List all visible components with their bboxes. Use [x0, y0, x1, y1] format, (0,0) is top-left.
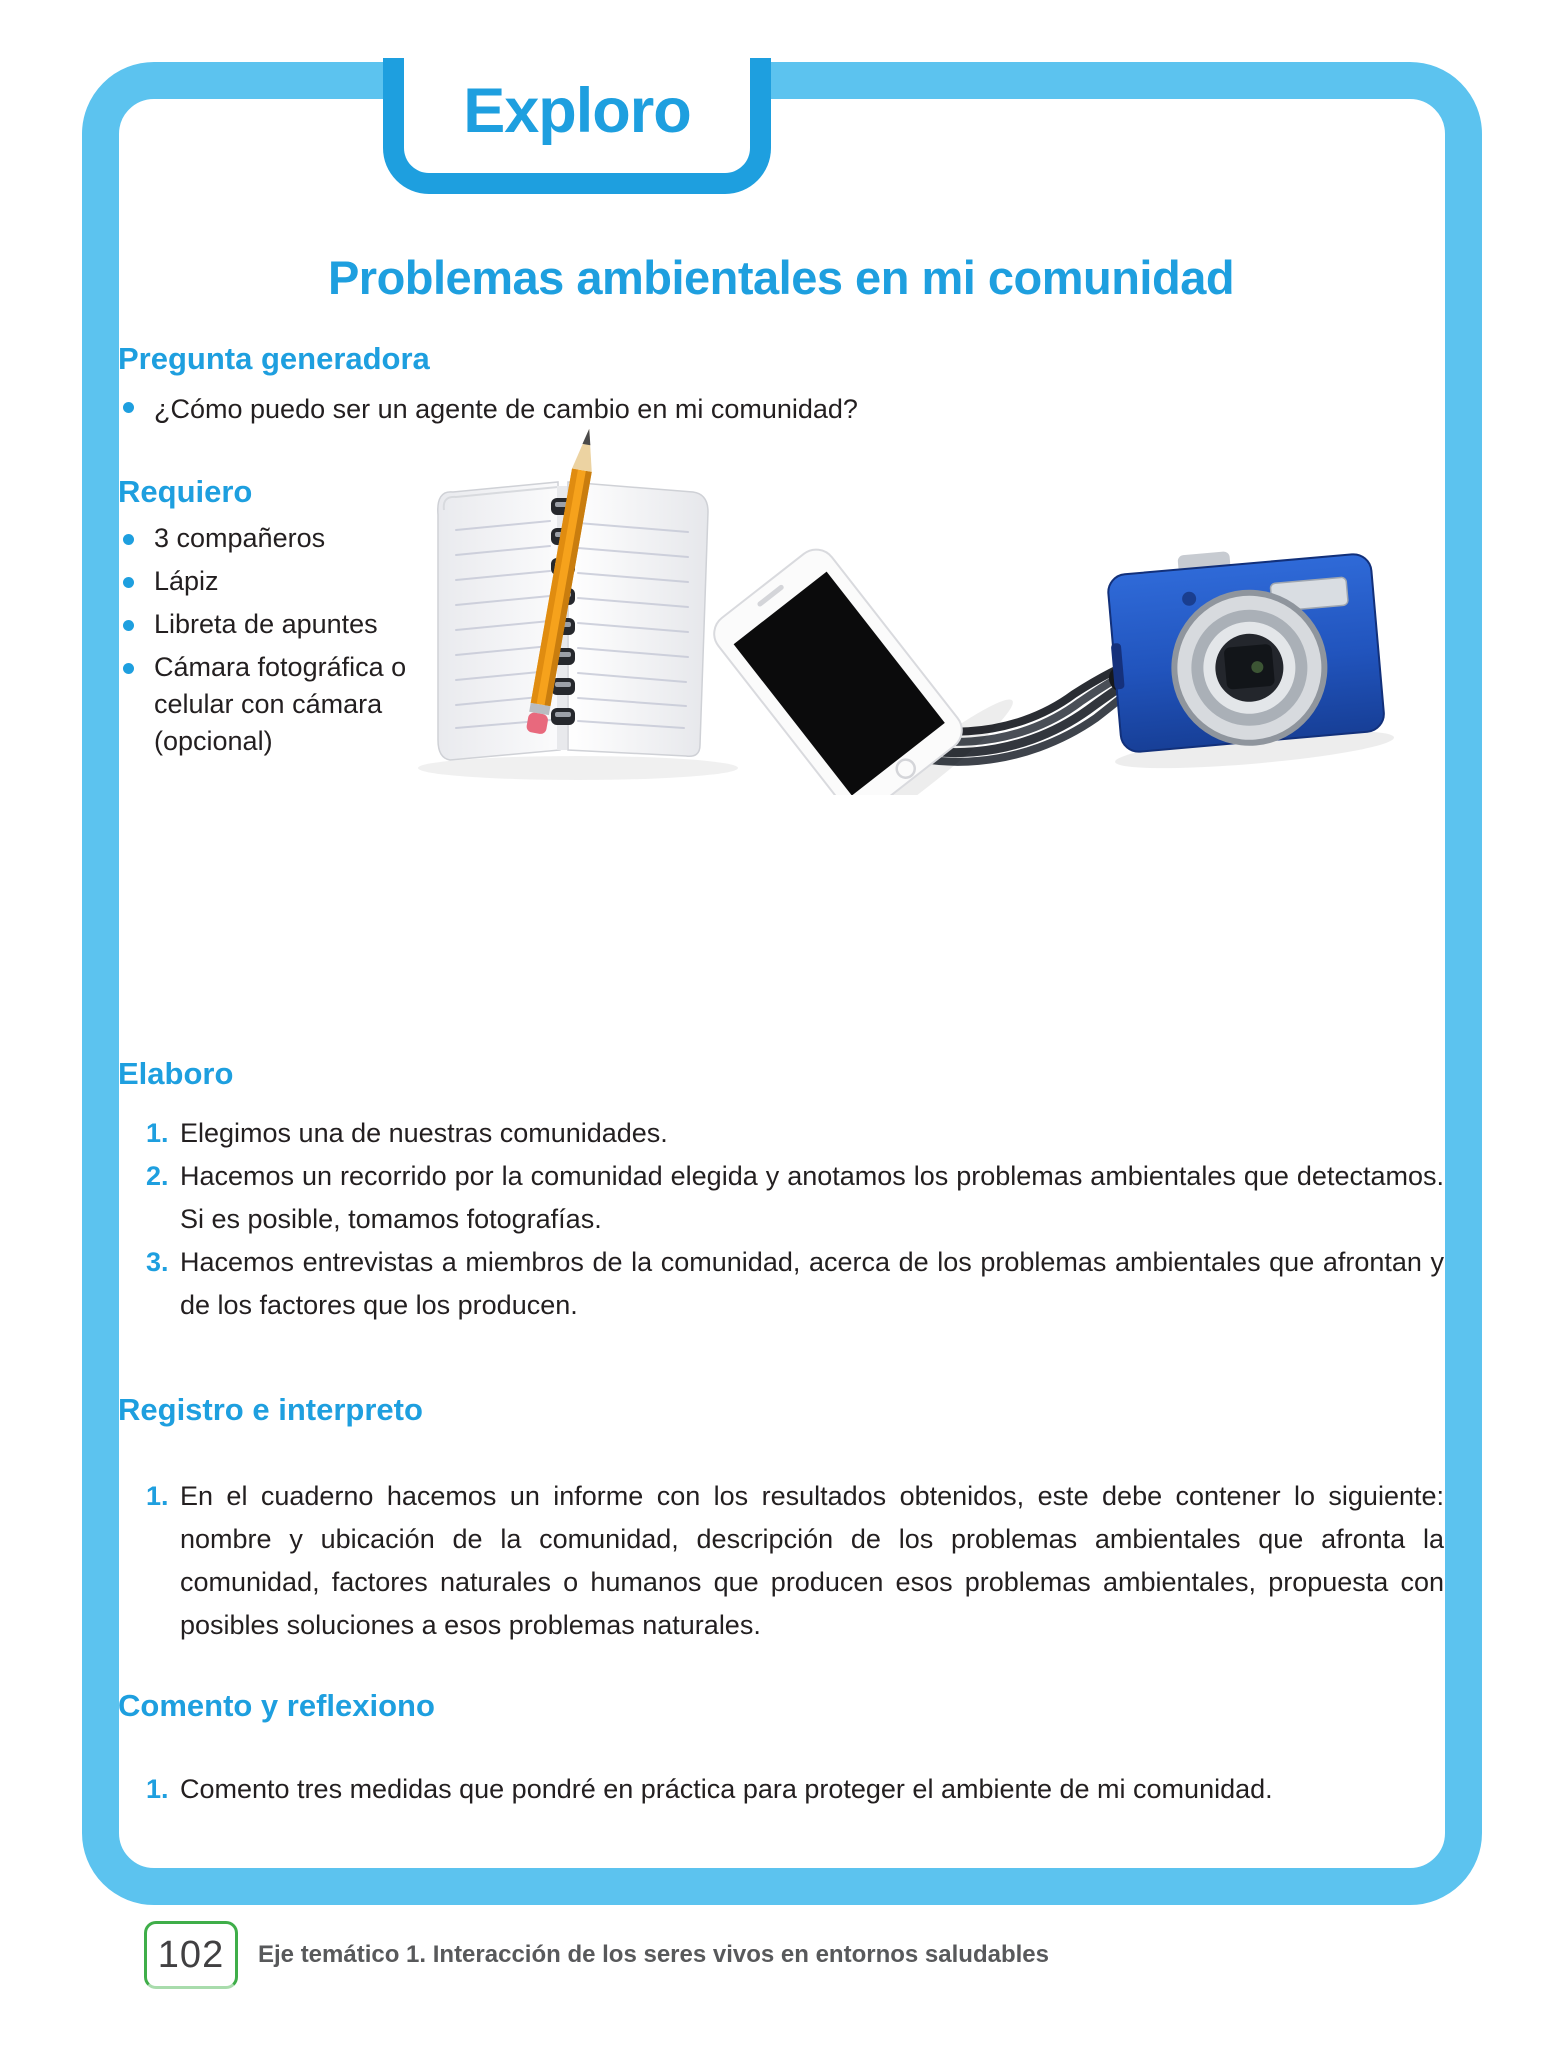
list-item — [146, 1155, 1444, 1241]
bullet-dot-icon — [123, 620, 134, 631]
list-item-text: Libreta de apuntes — [154, 609, 378, 639]
item-text: Hacemos entrevistas a miembros de la comunidad, acerca de los problemas ambientales que afrontan y de los factores que los producen. — [180, 1247, 1444, 1320]
list-item — [146, 1241, 1444, 1327]
item-number: 3. — [146, 1247, 169, 1277]
item-number: 1. — [146, 1118, 169, 1148]
comento-list — [146, 1768, 1444, 1811]
item-number: 2. — [146, 1161, 169, 1191]
page-number-badge — [144, 1921, 238, 1989]
heading-elaboro: Elaboro — [118, 1056, 234, 1091]
item-number: 1. — [146, 1481, 169, 1511]
list-item — [146, 1768, 1444, 1811]
item-text: En el cuaderno hacemos un informe con los resultados obtenidos, este debe contener lo siguiente: nombre y ubicación de la comunidad, descripción de los problemas ambientales que afronta la comunidad, factores naturales o humanos que producen esos problemas ambientales, propuesta con posibles soluciones a esos problemas naturales. — [180, 1481, 1444, 1640]
item-number: 1. — [146, 1774, 169, 1804]
item-text: Comento tres medidas que pondré en práctica para proteger el ambiente de mi comunidad. — [180, 1774, 1273, 1804]
materials-photo-illustration — [408, 420, 1398, 795]
page-title: Problemas ambientales en mi comunidad — [327, 251, 1235, 304]
heading-registro-e-interpreto: Registro e interpreto — [118, 1392, 423, 1427]
tab-label: Exploro — [463, 75, 691, 146]
pregunta-bullet-text: ¿Cómo puedo ser un agente de cambio en mi comunidad? — [154, 394, 858, 424]
list-item-text: Cámara fotográfica o celular con cámara (opcional) — [154, 652, 407, 756]
registro-list — [146, 1475, 1444, 1647]
heading-comento-y-reflexiono: Comento y reflexiono — [118, 1688, 435, 1723]
list-item-text: Lápiz — [154, 566, 219, 596]
item-text: Hacemos un recorrido por la comunidad elegida y anotamos los problemas ambientales que detectamos. Si es posible, tomamos fotografías. — [180, 1161, 1444, 1234]
page-number: 102 — [157, 1933, 225, 1976]
bullet-dot-icon — [123, 534, 134, 545]
exploro-tab — [383, 58, 771, 194]
heading-pregunta-generadora: Pregunta generadora — [118, 341, 430, 376]
list-item-text: 3 compañeros — [154, 523, 326, 553]
camera-image — [1098, 538, 1396, 776]
item-text: Elegimos una de nuestras comunidades. — [180, 1118, 668, 1148]
list-item — [146, 1112, 1444, 1155]
bullet-dot-icon — [123, 663, 134, 674]
bullet-dot-icon — [123, 577, 134, 588]
list-item — [146, 1475, 1444, 1647]
elaboro-list — [146, 1112, 1444, 1327]
heading-requiero: Requiero — [118, 474, 253, 509]
footer-theme-text: Eje temático 1. Interacción de los seres vivos en entornos saludables — [258, 1941, 1049, 1968]
bullet-dot-icon — [123, 402, 134, 413]
